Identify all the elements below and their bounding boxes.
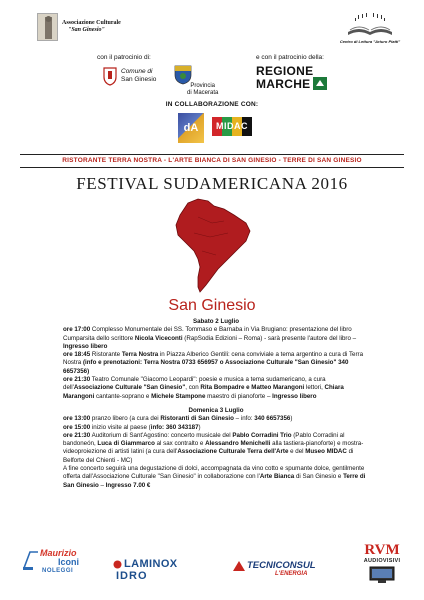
day2-item-2-text: inizio visite al paese ( [90, 423, 151, 431]
day1-item-3-text: Teatro Comunale "Giacomo Leopardi": poesie e musica a tema sudamericano, a cura dell' [63, 376, 326, 392]
day1-item-1-time: ore 17:00 [63, 326, 91, 334]
comune-label-line2: San Ginesio [121, 76, 157, 83]
day1-item-3 [63, 376, 369, 401]
midac-logo-text: MIDAC [216, 121, 248, 131]
tecniconsul-line2: L'ENERGIA [275, 571, 308, 577]
sponsor-maurizio-iconi [22, 546, 92, 584]
closing-bold-2: Terre di San Ginesio [63, 473, 366, 489]
statue-icon [38, 14, 59, 42]
closing-bold-1: Arte Bianca [259, 473, 295, 481]
sponsor-rvm-audiovisivi [352, 543, 412, 587]
day1-item-3-bold1: Associazione Culturale "San Ginesio" [73, 384, 186, 392]
provincia-label-line1: Provincia [190, 83, 216, 89]
day1-item-3-bold3: Chiara Marangoni [63, 384, 344, 400]
patrocinio-comune-label: con il patrocinio di: [97, 54, 151, 61]
midac-logo [212, 117, 252, 136]
provincia-label [187, 83, 218, 97]
tecniconsul-line1: TECNICONSUL [247, 560, 316, 571]
day2-item-3-bold4: Associazione Culturale Terra dell'Arte [177, 448, 289, 456]
sponsor-tecniconsul [233, 560, 333, 582]
day2-item-3-text3: al sax contralto e [154, 440, 206, 448]
library-logo [339, 12, 401, 46]
open-book-icon [345, 12, 395, 38]
south-america-map-icon [168, 197, 254, 297]
day1-item-2 [63, 351, 369, 376]
day1-item-1 [63, 326, 369, 351]
day2-closing [63, 465, 369, 490]
day2-item-1-text: pranzo libero (a cura dei [90, 415, 161, 423]
energy-icon [233, 561, 245, 571]
closing-text-c: di San Ginesio e [294, 473, 344, 481]
day1-item-2-time: ore 18:45 [63, 351, 91, 359]
association-line2: "San Ginesio" [68, 26, 105, 33]
day1-item-3-bold5: Ingresso libero [272, 392, 317, 400]
closing-bold-3: Ingresso 7.00 € [105, 481, 151, 489]
day2-item-2-time: ore 15:00 [63, 423, 91, 431]
collaborazione-label: IN COLLABORAZIONE CON: [165, 101, 259, 108]
comune-crest-icon [102, 66, 118, 86]
day2-item-3-text5: e del [288, 448, 306, 456]
festival-title: FESTIVAL SUDAMERICANA 2016 [76, 174, 348, 193]
day1-item-3-bold4: Michele Stampone [151, 392, 206, 400]
day1-item-2-bold2: (info e prenotazioni: Terra Nostra 0733 656957 o Associazione Culturale "San Ginesio" 340 6657356) [63, 359, 349, 375]
provincia-crest-icon [174, 63, 192, 85]
rvm-line2: AUDIOVISIVI [363, 558, 401, 564]
patrocinio-regione-label: e con il patrocinio della: [256, 54, 324, 61]
day1-item-2-text: Ristorante [90, 351, 122, 359]
day2-item-3-bold3: Alessandro Menichelli [205, 440, 271, 448]
day2-item-3-time: ore 21:30 [63, 431, 91, 439]
comune-label-line1: Comune di [121, 68, 153, 75]
association-line1: Associazione Culturale [62, 20, 121, 26]
closing-text-d: – [98, 481, 106, 489]
day2-item-1-bold2: 340 6657356 [254, 415, 291, 423]
regione-line1: REGIONE [256, 64, 314, 78]
regione-marche-logo [256, 65, 327, 90]
organizers-line: RISTORANTE TERRA NOSTRA - L'ARTE BIANCA DI SAN GINESIO - TERRE DI SAN GINESIO [62, 157, 362, 164]
regione-emblem-icon [313, 77, 327, 90]
laminox-line1: LAMINOX [124, 558, 178, 570]
day1-item-3-time: ore 21:30 [63, 376, 91, 384]
day2-item-2-text2: ) [198, 423, 201, 431]
day1-item-1-bold2: Ingresso libero [63, 342, 108, 350]
day2-item-2 [63, 424, 369, 432]
day1-item-3-text3: lettori, [304, 384, 325, 392]
day2-item-3-bold2: Luca di Giammarco [97, 440, 155, 448]
day1-item-1-text2: (RapSodia Edizioni – Roma) - sarà presente l'autore del libro – [182, 334, 357, 342]
city-title: San Ginesio [168, 297, 256, 314]
flame-icon [113, 560, 122, 569]
day2-item-2-bold1: info: 360 343187 [150, 423, 199, 431]
day2-item-1-text2: – info: [233, 415, 255, 423]
day2-item-1-bold1: Ristoranti di San Ginesio [160, 415, 234, 423]
divider-top [20, 154, 404, 155]
day1-item-2-bold1: Terra Nostra [121, 351, 159, 359]
day2-item-3 [63, 432, 369, 465]
day1-heading: Sabato 2 Luglio [192, 318, 240, 325]
tv-icon [369, 566, 395, 584]
maurizio-line1: Maurizio [40, 548, 77, 558]
library-label: Centro di Lettura "Arturo Piatti" [339, 39, 401, 44]
provincia-label-line2: di Macerata [187, 90, 219, 96]
day2-item-1-time: ore 13:00 [63, 415, 91, 423]
rvm-line1: RVM [364, 542, 400, 558]
day1-item-2-text2: in Piazza Alberico Gentili: cena conviviale a tema argentino a cura di Terra Nostra [63, 351, 364, 367]
maurizio-line3: NOLEGGI [42, 568, 74, 574]
dea-logo-text: dA [183, 122, 199, 134]
day1-item-1-text: Complesso Monumentale dei SS. Tommaso e Barnaba in Via Brugiano: presentazione del libro Cumparsita dello scrittore [63, 326, 352, 342]
regione-line2: MARCHE [256, 76, 311, 91]
day1-item-3-text2: , con [185, 384, 201, 392]
maurizio-line2: Iconi [58, 557, 80, 567]
divider-bottom [20, 167, 404, 168]
crane-icon [22, 550, 40, 570]
closing-text-a: A fine concerto seguirà una degustazione di dolci, accompagnata da vino cotto e spumante dolce, gentilmente offerta dall'Associazione Culturale "San Ginesio" in collaborazione con l' [63, 465, 365, 481]
day2-item-1 [63, 415, 369, 423]
association-name [62, 20, 121, 34]
day2-item-3-bold5: Museo MIDAC [305, 448, 347, 456]
day1-item-1-bold1: Nicola Viceconti [134, 334, 183, 342]
sponsor-laminox-idro [113, 558, 201, 586]
day2-item-3-text6: di Belforte del Chienti - MC) [63, 448, 354, 464]
day2-item-3-bold1: Pablo Corradini Trio [232, 431, 292, 439]
comune-label [121, 68, 156, 84]
day2-item-1-text3: ) [290, 415, 293, 423]
day2-item-3-text: Auditorium di Sant'Agostino: concerto musicale del [90, 431, 233, 439]
day2-heading: Domenica 3 Luglio [188, 406, 244, 414]
dea-logo [178, 113, 204, 143]
day1-item-3-text5: maestro di pianoforte – [205, 392, 273, 400]
association-logo [37, 13, 58, 41]
day2-item-3-text2: (Pablo Corradini al bandoneón, [63, 431, 345, 448]
day1-item-3-bold2: Rita Bompadre e Matteo Marangoni [200, 384, 305, 392]
day1-item-3-text4: cantante-soprano e [94, 392, 152, 400]
laminox-line2: IDRO [116, 570, 148, 582]
program [63, 318, 369, 490]
day2-item-3-text4: alla tastiera-pianoforte) e mostra-videoproiezione di artisti latini (a cura dell' [63, 440, 364, 456]
